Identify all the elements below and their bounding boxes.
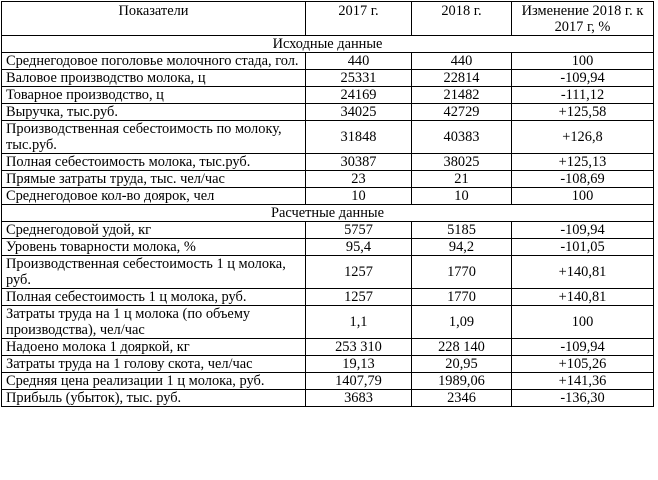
table-body (2, 36, 654, 407)
value-2017: 10 (306, 188, 412, 205)
table-row (2, 356, 654, 373)
header-2017: 2017 г. (306, 2, 412, 36)
row-label: Товарное производство, ц (2, 87, 306, 104)
header-indicators: Показатели (2, 2, 306, 36)
value-2018: 1770 (412, 256, 512, 289)
table-row (2, 289, 654, 306)
value-2018: 22814 (412, 70, 512, 87)
value-change: +140,81 (512, 289, 654, 306)
value-2018: 94,2 (412, 239, 512, 256)
value-change: -136,30 (512, 390, 654, 407)
row-label: Среднегодовое поголовье молочного стада, гол. (2, 53, 306, 70)
row-label: Валовое производство молока, ц (2, 70, 306, 87)
value-2017: 440 (306, 53, 412, 70)
table-row (2, 239, 654, 256)
value-change: 100 (512, 188, 654, 205)
value-2017: 31848 (306, 121, 412, 154)
row-label: Уровень товарности молока, % (2, 239, 306, 256)
table-row (2, 70, 654, 87)
value-2018: 5185 (412, 222, 512, 239)
value-2018: 440 (412, 53, 512, 70)
value-2017: 34025 (306, 104, 412, 121)
value-2017: 95,4 (306, 239, 412, 256)
value-change: 100 (512, 306, 654, 339)
table-row (2, 390, 654, 407)
indicators-table (1, 1, 654, 407)
value-2017: 23 (306, 171, 412, 188)
value-change: +126,8 (512, 121, 654, 154)
value-2017: 24169 (306, 87, 412, 104)
value-2017: 253 310 (306, 339, 412, 356)
value-change: +105,26 (512, 356, 654, 373)
header-row (2, 2, 654, 36)
value-change: +125,13 (512, 154, 654, 171)
table-row (2, 188, 654, 205)
value-2018: 1,09 (412, 306, 512, 339)
table-row (2, 53, 654, 70)
row-label: Затраты труда на 1 ц молока (по объему производства), чел/час (2, 306, 306, 339)
header-change: Изменение 2018 г. к 2017 г, % (512, 2, 654, 36)
row-label: Полная себестоимость молока, тыс.руб. (2, 154, 306, 171)
value-change: +125,58 (512, 104, 654, 121)
value-2017: 1,1 (306, 306, 412, 339)
value-2018: 42729 (412, 104, 512, 121)
value-2017: 1407,79 (306, 373, 412, 390)
row-label: Среднегодовой удой, кг (2, 222, 306, 239)
row-label: Среднегодовое кол-во доярок, чел (2, 188, 306, 205)
section-title: Расчетные данные (2, 205, 654, 222)
table-row (2, 121, 654, 154)
value-change: +141,36 (512, 373, 654, 390)
row-label: Прибыль (убыток), тыс. руб. (2, 390, 306, 407)
value-change: +140,81 (512, 256, 654, 289)
table-row (2, 154, 654, 171)
value-change: -109,94 (512, 339, 654, 356)
table-row (2, 104, 654, 121)
value-2017: 30387 (306, 154, 412, 171)
section-row (2, 205, 654, 222)
value-2017: 1257 (306, 289, 412, 306)
value-2018: 1770 (412, 289, 512, 306)
value-2017: 25331 (306, 70, 412, 87)
value-change: -109,94 (512, 70, 654, 87)
value-change: -108,69 (512, 171, 654, 188)
table-row (2, 339, 654, 356)
table-row (2, 222, 654, 239)
section-row (2, 36, 654, 53)
value-2018: 10 (412, 188, 512, 205)
row-label: Производственная себестоимость 1 ц молока, руб. (2, 256, 306, 289)
value-2018: 21482 (412, 87, 512, 104)
value-change: -109,94 (512, 222, 654, 239)
value-2018: 1989,06 (412, 373, 512, 390)
row-label: Затраты труда на 1 голову скота, чел/час (2, 356, 306, 373)
value-change: -101,05 (512, 239, 654, 256)
row-label: Прямые затраты труда, тыс. чел/час (2, 171, 306, 188)
value-2018: 20,95 (412, 356, 512, 373)
value-2018: 38025 (412, 154, 512, 171)
table-row (2, 306, 654, 339)
value-2018: 40383 (412, 121, 512, 154)
value-2018: 228 140 (412, 339, 512, 356)
value-2017: 5757 (306, 222, 412, 239)
value-2017: 1257 (306, 256, 412, 289)
table-row (2, 373, 654, 390)
row-label: Средняя цена реализации 1 ц молока, руб. (2, 373, 306, 390)
table-row (2, 87, 654, 104)
table-row (2, 171, 654, 188)
row-label: Выручка, тыс.руб. (2, 104, 306, 121)
value-2017: 3683 (306, 390, 412, 407)
header-2018: 2018 г. (412, 2, 512, 36)
section-title: Исходные данные (2, 36, 654, 53)
row-label: Полная себестоимость 1 ц молока, руб. (2, 289, 306, 306)
row-label: Надоено молока 1 дояркой, кг (2, 339, 306, 356)
table-row (2, 256, 654, 289)
value-change: -111,12 (512, 87, 654, 104)
value-2018: 2346 (412, 390, 512, 407)
value-change: 100 (512, 53, 654, 70)
value-2018: 21 (412, 171, 512, 188)
row-label: Производственная себестоимость по молоку, тыс.руб. (2, 121, 306, 154)
value-2017: 19,13 (306, 356, 412, 373)
